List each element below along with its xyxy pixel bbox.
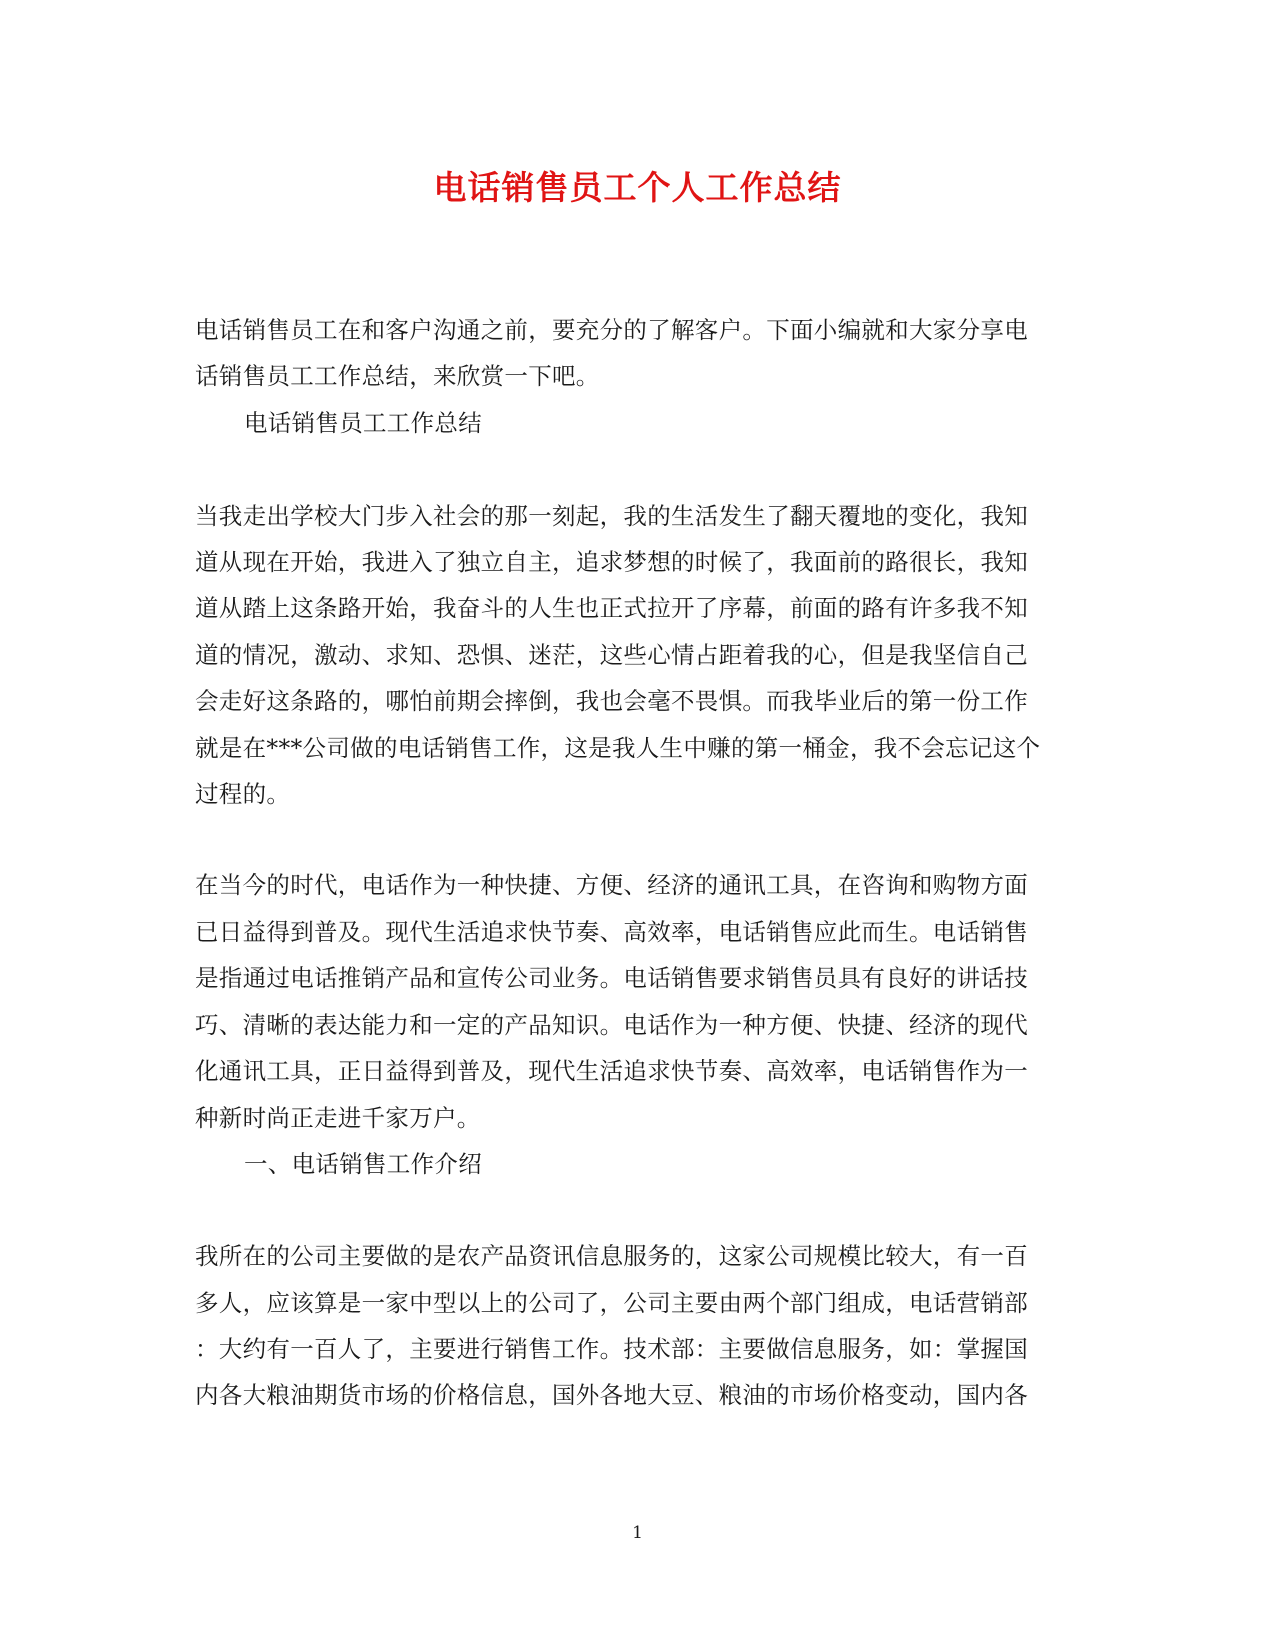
paragraph-line: 巧、清晰的表达能力和一定的产品知识。电话作为一种方便、快捷、经济的现代 <box>195 1011 1028 1039</box>
paragraph-line: 是指通过电话推销产品和宣传公司业务。电话销售要求销售员具有良好的讲话技 <box>195 964 1028 992</box>
paragraph-line: 话销售员工工作总结，来欣赏一下吧。 <box>195 362 600 390</box>
paragraph-line: 种新时尚正走进千家万户。 <box>195 1104 481 1132</box>
paragraph-line: 会走好这条路的，哪怕前期会摔倒，我也会毫不畏惧。而我毕业后的第一份工作 <box>195 687 1028 715</box>
paragraph-line: 就是在***公司做的电话销售工作，这是我人生中赚的第一桶金，我不会忘记这个 <box>195 734 1041 762</box>
paragraph-line: 我所在的公司主要做的是农产品资讯信息服务的，这家公司规模比较大，有一百 <box>195 1242 1028 1270</box>
paragraph-line: 电话销售员工在和客户沟通之前，要充分的了解客户。下面小编就和大家分享电 <box>195 316 1028 344</box>
paragraph-line: 道的情况，激动、求知、恐惧、迷茫，这些心情占距着我的心，但是我坚信自己 <box>195 641 1028 669</box>
paragraph-line: 道从现在开始，我进入了独立自主，追求梦想的时候了，我面前的路很长，我知 <box>195 548 1028 576</box>
section-heading: 电话销售员工工作总结 <box>244 409 482 437</box>
page-number: 1 <box>632 1523 643 1543</box>
paragraph-line: 已日益得到普及。现代生活追求快节奏、高效率，电话销售应此而生。电话销售 <box>195 918 1028 946</box>
paragraph-line: ：大约有一百人了，主要进行销售工作。技术部：主要做信息服务，如：掌握国 <box>195 1335 1028 1363</box>
paragraph-line: 在当今的时代，电话作为一种快捷、方便、经济的通讯工具，在咨询和购物方面 <box>195 871 1028 899</box>
paragraph-line: 多人，应该算是一家中型以上的公司了，公司主要由两个部门组成，电话营销部 <box>195 1289 1028 1317</box>
paragraph-line: 化通讯工具，正日益得到普及，现代生活追求快节奏、高效率，电话销售作为一 <box>195 1057 1028 1085</box>
document-title: 电话销售员工个人工作总结 <box>433 168 842 207</box>
paragraph-line: 道从踏上这条路开始，我奋斗的人生也正式拉开了序幕，前面的路有许多我不知 <box>195 594 1028 622</box>
paragraph-line: 当我走出学校大门步入社会的那一刻起，我的生活发生了翻天覆地的变化，我知 <box>195 502 1028 530</box>
paragraph-line: 内各大粮油期货市场的价格信息，国外各地大豆、粮油的市场价格变动，国内各 <box>195 1381 1028 1409</box>
paragraph-line: 过程的。 <box>195 780 291 808</box>
section-heading: 一、电话销售工作介绍 <box>244 1150 482 1178</box>
